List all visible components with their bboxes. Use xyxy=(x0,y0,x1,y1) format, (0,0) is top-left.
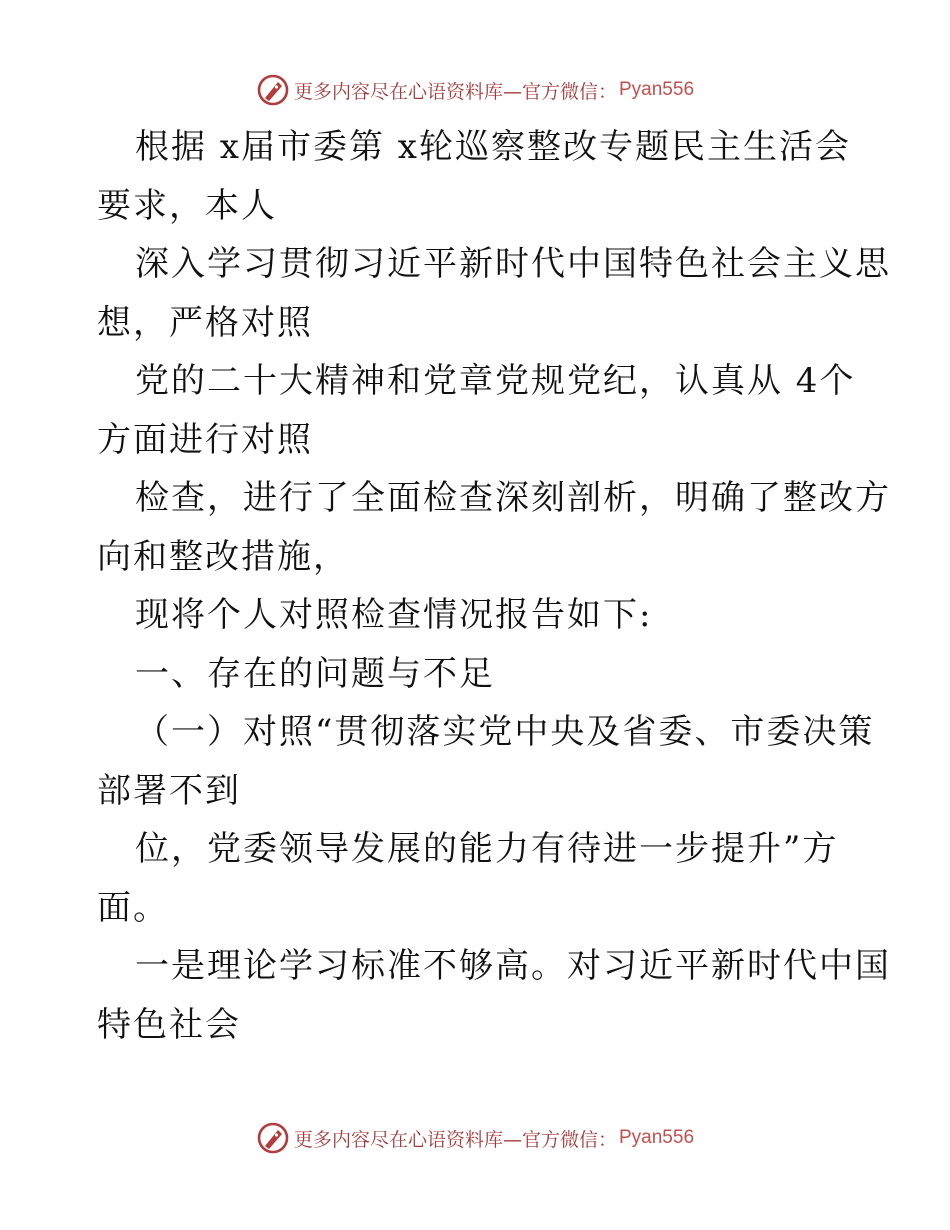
watermark-text: 更多内容尽在心语资料库—官方微信： xyxy=(293,1128,617,1151)
text-line: 一是理论学习标准不够高。对习近平新时代中国 xyxy=(135,946,891,986)
text-line: 向和整改措施， xyxy=(97,536,349,577)
text-line: 现将个人对照检查情况报告如下: xyxy=(135,595,653,635)
watermark-text: 更多内容尽在心语资料库—官方微信： xyxy=(293,80,617,103)
pen-nib-circle-icon xyxy=(256,73,290,107)
text-line: 部署不到 xyxy=(97,770,241,811)
text-line: 面。 xyxy=(97,887,169,928)
watermark-wechat-id: Pyan556 xyxy=(619,79,695,100)
watermark-header xyxy=(0,70,950,110)
text-line: 检查，进行了全面检查深刻剖析，明确了整改方 xyxy=(135,478,891,518)
pen-nib-circle-icon xyxy=(256,1121,290,1155)
subsection-heading: （一）对照“贯彻落实党中央及省委、市委决策 xyxy=(135,712,875,752)
text-line: 根据 x届市委第 x轮巡察整改专题民主生活会 xyxy=(135,127,851,167)
text-line: 方面进行对照 xyxy=(97,419,313,460)
text-line: 深入学习贯彻习近平新时代中国特色社会主义思 xyxy=(135,244,891,284)
text-line: 党的二十大精神和党章党规党纪，认真从 4个 xyxy=(135,361,856,401)
section-heading: 一、存在的问题与不足 xyxy=(135,653,495,694)
text-line: 想，严格对照 xyxy=(97,302,313,343)
document-body xyxy=(97,118,891,1054)
text-line: 位，党委领导发展的能力有待进一步提升”方 xyxy=(135,829,839,869)
watermark-wechat-id: Pyan556 xyxy=(619,1127,695,1148)
text-line: 特色社会 xyxy=(97,1004,241,1045)
text-line: 要求，本人 xyxy=(97,185,277,226)
watermark-footer xyxy=(0,1118,950,1158)
